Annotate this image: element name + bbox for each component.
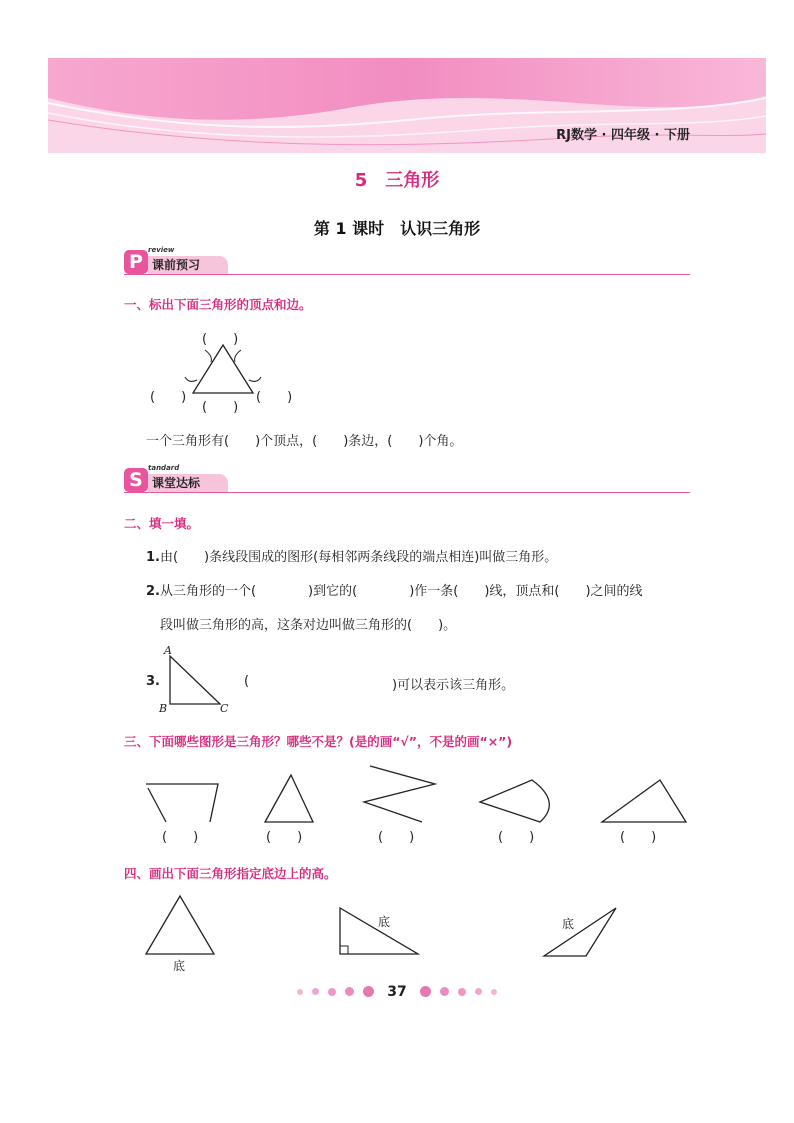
q3-answer-4: ( ) xyxy=(498,830,535,845)
q3-answer-2: ( ) xyxy=(266,830,303,845)
q3-shape-2 xyxy=(265,775,313,822)
standard-small-label: tandard xyxy=(148,464,180,472)
preview-badge: P xyxy=(124,250,148,274)
vertex-label-a: A xyxy=(164,644,172,657)
q4-base-label-2: 底 xyxy=(378,915,391,929)
vertex-label-b: B xyxy=(159,702,168,715)
q2-item3-triangle-abc xyxy=(158,644,234,716)
standard-section-label: 课堂达标 xyxy=(148,474,228,492)
q2-item1-number: 1. xyxy=(146,550,160,565)
q3-answer-3: ( ) xyxy=(378,830,415,845)
footer-dot xyxy=(420,986,431,997)
q2-title: 二、填一填。 xyxy=(124,516,200,531)
q2-item3-open-paren: ( xyxy=(244,674,250,689)
footer-dot xyxy=(363,986,374,997)
preview-section-label: 课前预习 xyxy=(148,256,228,274)
q1-paren-right: ( ) xyxy=(256,390,293,405)
footer-dot xyxy=(345,987,354,996)
q1-paren-top: ( ) xyxy=(202,332,239,347)
q4-base-label-3: 底 xyxy=(562,917,575,931)
q3-answer-5: ( ) xyxy=(620,830,657,845)
standard-section-line xyxy=(124,492,690,493)
footer-dot xyxy=(491,989,497,995)
q4-triangle-1 xyxy=(146,896,214,954)
vertex-label-c: C xyxy=(220,702,229,715)
q2-item3-text: )可以表示该三角形。 xyxy=(392,678,515,693)
q3-answer-1: ( ) xyxy=(162,830,199,845)
q2-item2 xyxy=(146,580,643,599)
page-number: 37 xyxy=(387,983,407,1000)
footer-dot xyxy=(440,987,449,996)
footer-dot xyxy=(475,988,482,995)
q2-item2-text-line2: 段叫做三角形的高，这条对边叫做三角形的( )。 xyxy=(160,618,457,633)
q1-paren-bottom: ( ) xyxy=(202,400,239,415)
footer-dot xyxy=(328,988,336,996)
q2-item1-text: 由( )条线段围成的图形(每相邻两条线段的端点相连)叫做三角形。 xyxy=(159,550,558,565)
footer-dot xyxy=(312,988,319,995)
q2-item2-text-line1: 从三角形的一个( )到它的( )作一条( )线，顶点和( )之间的线 xyxy=(159,584,643,599)
q4-title: 四、画出下面三角形指定底边上的高。 xyxy=(124,866,337,881)
chapter-title: 5 三角形 xyxy=(354,170,440,191)
q2-item2-number: 2. xyxy=(146,584,160,599)
q1-paren-left: ( ) xyxy=(150,390,187,405)
q3-shapes xyxy=(130,758,700,828)
series-label: RJ数学 · 四年级 · 下册 xyxy=(556,128,690,143)
q4-triangle-3 xyxy=(544,908,616,956)
q3-shape-1 xyxy=(146,784,218,822)
q3-title: 三、下面哪些图形是三角形？哪些不是？(是的画“√”，不是的画“×”) xyxy=(124,734,513,749)
q3-shape-3 xyxy=(364,766,435,822)
standard-badge: S xyxy=(124,468,148,492)
preview-small-label: review xyxy=(148,246,175,254)
q3-shape-4 xyxy=(480,780,549,822)
q3-shape-5 xyxy=(602,780,686,822)
preview-section-line xyxy=(124,274,690,275)
footer-dot xyxy=(458,988,466,996)
q1-title: 一、标出下面三角形的顶点和边。 xyxy=(124,297,312,312)
q2-item3-number: 3. xyxy=(146,674,160,689)
lesson-title: 第 1 课时 认识三角形 xyxy=(313,219,481,238)
page-footer xyxy=(0,981,794,1000)
q2-item1 xyxy=(146,546,557,565)
q4-base-label-1: 底 xyxy=(173,959,186,973)
q4-triangles xyxy=(130,888,630,978)
q1-sentence: 一个三角形有( )个顶点，( )条边，( )个角。 xyxy=(146,434,463,449)
footer-dot xyxy=(297,989,303,995)
